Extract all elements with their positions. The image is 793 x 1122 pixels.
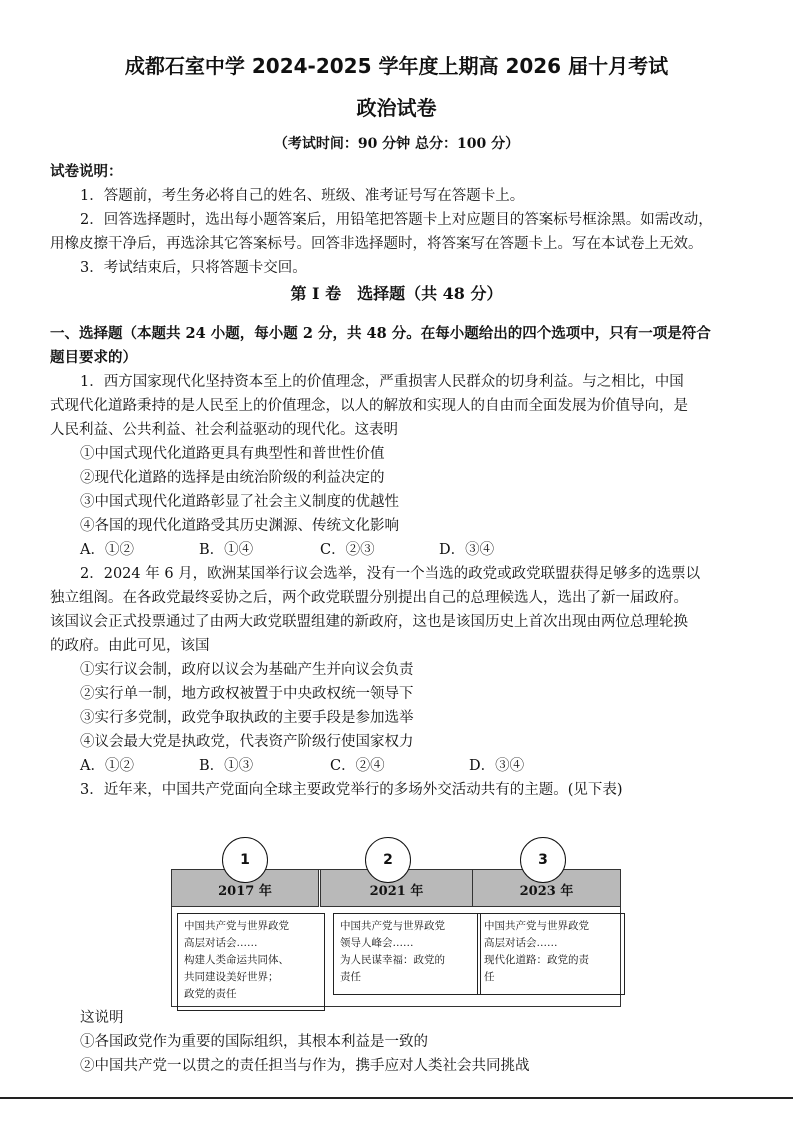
option-c: C．②③ [320, 542, 375, 558]
question-3-continuation [50, 1006, 756, 1078]
cell-line: 中国共产党与世界政党 [340, 920, 445, 932]
question-stem-line: 2．2024 年 6 月，欧洲某国举行议会选举，没有一个当选的政党或政党联盟获得足够多的选票以 [80, 566, 701, 582]
instruction-item: 1．答题前，考生务必将自己的姓名、班级、准考证号写在答题卡上。 [80, 188, 525, 204]
instruction-item: 3．考试结束后，只将答题卡交回。 [80, 260, 307, 276]
year-header: 2017 年 [171, 869, 319, 907]
page-bottom-rule [0, 1097, 793, 1099]
year-header: 2023 年 [472, 869, 621, 907]
question-stem-line: 3．近年来，中国共产党面向全球主要政党举行的多场外交活动共有的主题。(见下表) [80, 782, 623, 798]
answer-options [50, 754, 756, 778]
question-stem-line: 该国议会正式投票通过了由两大政党联盟组建的新政府，这也是该国历史上首次出现由两位总理轮换 [50, 614, 688, 630]
question-1 [50, 370, 756, 562]
question-stem-line: 式现代化道路秉持的是人民至上的价值理念，以人的解放和实现人的自由而全面发展为价值导向，是 [50, 398, 688, 414]
answer-options [50, 538, 756, 562]
statement: ②实行单一制，地方政权被置于中央政权统一领导下 [80, 686, 414, 702]
cell-line: 现代化道路：政党的责 [484, 954, 589, 966]
cell-line: 高层对话会…… [484, 937, 558, 949]
cell-line: 政党的责任 [184, 988, 237, 1000]
number-circle: 3 [520, 837, 566, 883]
statement: ②中国共产党一以贯之的责任担当与作为，携手应对人类社会共同挑战 [80, 1058, 530, 1074]
number-circle: 2 [365, 837, 411, 883]
cell-line: 责任 [340, 971, 361, 983]
part-heading-line: 一、选择题（本题共 24 小题，每小题 2 分，共 48 分。在每小题给出的四个选项中，只有一项是符合 [50, 325, 711, 342]
instruction-item: 用橡皮擦干净后，再选涂其它答案标号。回答非选择题时，将答案写在答题卡上。写在本试卷上无效。 [50, 236, 703, 252]
exam-subtitle: 政治试卷 [356, 96, 437, 120]
instructions-label: 试卷说明： [50, 163, 123, 180]
cell-line: 高层对话会…… [184, 937, 258, 949]
question-stem-line: 的政府。由此可见，该国 [50, 638, 210, 654]
option-b: B．①④ [199, 542, 254, 558]
part-heading [50, 322, 756, 370]
activity-cell [177, 913, 325, 1011]
option-b: B．①③ [199, 758, 254, 774]
cell-line: 共同建设美好世界； [184, 971, 279, 983]
activity-cell [477, 913, 625, 995]
cell-line: 领导人峰会…… [340, 937, 414, 949]
instruction-item: 2．回答选择题时，选出每小题答案后，用铅笔把答题卡上对应题目的答案标号框涂黑。如需改动， [80, 212, 713, 228]
cell-line: 构建人类命运共同体、 [184, 954, 289, 966]
statement: ②现代化道路的选择是由统治阶级的利益决定的 [80, 470, 385, 486]
section-title: 第 I 卷 选择题（共 48 分） [290, 284, 503, 303]
statement: ④各国的现代化道路受其历史渊源、传统文化影响 [80, 518, 399, 534]
exam-time-score: （考试时间：90 分钟 总分：100 分） [273, 136, 520, 152]
statement: ①各国政党作为重要的国际组织，其根本利益是一致的 [80, 1034, 428, 1050]
question-3 [50, 778, 756, 802]
option-a: A．①② [80, 542, 134, 558]
cell-line: 为人民谋幸福：政党的 [340, 954, 445, 966]
statement: ④议会最大党是执政党，代表资产阶级行使国家权力 [80, 734, 414, 750]
year-header: 2021 年 [320, 869, 473, 907]
option-c: C．②④ [330, 758, 385, 774]
number-circle: 1 [222, 837, 268, 883]
statement: ③中国式现代化道路彰显了社会主义制度的优越性 [80, 494, 399, 510]
question-stem-line: 人民利益、公共利益、社会利益驱动的现代化。这表明 [50, 422, 398, 438]
statement: ①实行议会制，政府以议会为基础产生并向议会负责 [80, 662, 414, 678]
question-stem-line: 独立组阁。在各政党最终妥协之后，两个政党联盟分别提出自己的总理候选人，选出了新一届政府。 [50, 590, 688, 606]
exam-title: 成都石室中学 2024-2025 学年度上期高 2026 届十月考试 [124, 54, 669, 78]
option-d: D．③④ [469, 758, 525, 774]
cell-line: 中国共产党与世界政党 [484, 920, 589, 932]
cell-line: 中国共产党与世界政党 [184, 920, 289, 932]
cell-line: 任 [484, 971, 495, 983]
activity-cell [333, 913, 481, 995]
part-heading-line: 题目要求的） [50, 349, 137, 366]
question-stem-line: 1．西方国家现代化坚持资本至上的价值理念，严重损害人民群众的切身利益。与之相比，中国 [80, 374, 684, 390]
activities-table [171, 837, 621, 1007]
option-d: D．③④ [439, 542, 495, 558]
question-stem-line: 这说明 [80, 1010, 124, 1026]
statement: ③实行多党制，政党争取执政的主要手段是参加选举 [80, 710, 414, 726]
instructions [50, 160, 756, 280]
question-2 [50, 562, 756, 778]
statement: ①中国式现代化道路更具有典型性和普世性价值 [80, 446, 385, 462]
option-a: A．①② [80, 758, 134, 774]
